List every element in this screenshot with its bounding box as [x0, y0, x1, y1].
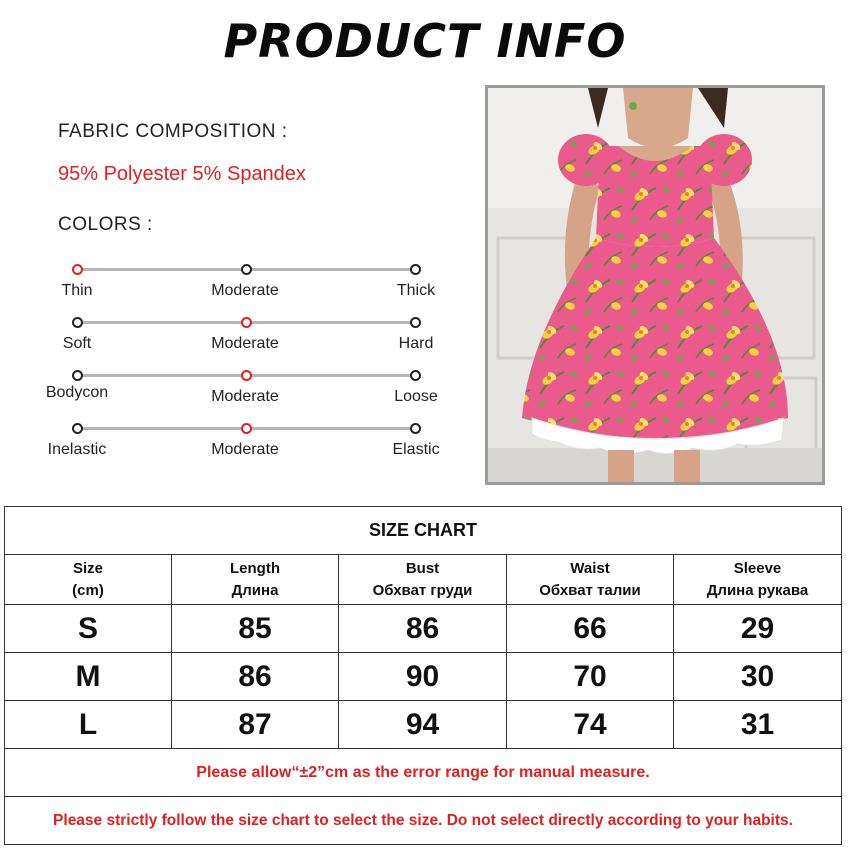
- scale-dot-right: [410, 423, 421, 434]
- size-cell: M: [5, 653, 172, 701]
- waist-cell: 66: [507, 605, 674, 653]
- scale-label-right: Thick: [396, 282, 436, 299]
- scale-label-left: Thin: [61, 282, 93, 299]
- softness-scale: [36, 316, 456, 358]
- fit-scale: [36, 369, 456, 411]
- size-chart-header-row: [5, 555, 842, 605]
- length-cell: 85: [172, 605, 339, 653]
- header-size: Size (cm): [5, 555, 172, 605]
- bust-cell: 90: [339, 653, 507, 701]
- elasticity-scale: [36, 422, 456, 464]
- scale-label-right: Loose: [394, 388, 438, 405]
- sleeve-cell: 30: [674, 653, 842, 701]
- scale-label-middle: Moderate: [211, 388, 279, 405]
- scale-dot-middle: [241, 423, 252, 434]
- scale-dot-middle: [241, 264, 252, 275]
- fabric-composition-value: 95% Polyester 5% Spandex: [58, 163, 306, 185]
- header-length: Length Длина: [172, 555, 339, 605]
- scale-dot-left: [72, 370, 83, 381]
- length-cell: 86: [172, 653, 339, 701]
- size-cell: S: [5, 605, 172, 653]
- product-photo: [485, 85, 825, 485]
- scale-dot-right: [410, 317, 421, 328]
- dress-illustration: [488, 88, 822, 482]
- scale-label-left: Bodycon: [45, 384, 109, 401]
- scale-dot-middle: [241, 317, 252, 328]
- size-selection-note: Please strictly follow the size chart to select the size. Do not select directly according to your habits.: [5, 797, 842, 845]
- scale-dot-left: [72, 423, 83, 434]
- length-cell: 87: [172, 701, 339, 749]
- header-sleeve: Sleeve Длина рукава: [674, 555, 842, 605]
- scale-label-middle: Moderate: [211, 441, 279, 458]
- thickness-scale: [36, 263, 456, 305]
- size-chart-table: [4, 506, 842, 845]
- table-row: [5, 701, 842, 749]
- bust-cell: 86: [339, 605, 507, 653]
- measurement-tolerance-note: Please allow“±2”cm as the error range for manual measure.: [5, 749, 842, 797]
- scale-dot-right: [410, 370, 421, 381]
- scale-dot-right: [410, 264, 421, 275]
- table-row: [5, 605, 842, 653]
- scale-label-right: Elastic: [392, 441, 440, 458]
- table-row: [5, 653, 842, 701]
- header-bust: Bust Обхват груди: [339, 555, 507, 605]
- size-cell: L: [5, 701, 172, 749]
- header-waist: Waist Обхват талии: [507, 555, 674, 605]
- sleeve-cell: 31: [674, 701, 842, 749]
- sleeve-cell: 29: [674, 605, 842, 653]
- scale-label-left: Soft: [62, 335, 92, 352]
- scale-label-middle: Moderate: [211, 335, 279, 352]
- page-title: PRODUCT INFO: [223, 14, 627, 68]
- scale-label-right: Hard: [398, 335, 434, 352]
- waist-cell: 74: [507, 701, 674, 749]
- scale-dot-middle: [241, 370, 252, 381]
- bust-cell: 94: [339, 701, 507, 749]
- size-chart-title: SIZE CHART: [5, 507, 842, 555]
- fabric-composition-label: FABRIC COMPOSITION :: [58, 121, 288, 142]
- scale-dot-left: [72, 317, 83, 328]
- scale-label-middle: Moderate: [211, 282, 279, 299]
- scale-label-left: Inelastic: [47, 441, 107, 458]
- waist-cell: 70: [507, 653, 674, 701]
- colors-label: COLORS :: [58, 214, 153, 235]
- scale-dot-left: [72, 264, 83, 275]
